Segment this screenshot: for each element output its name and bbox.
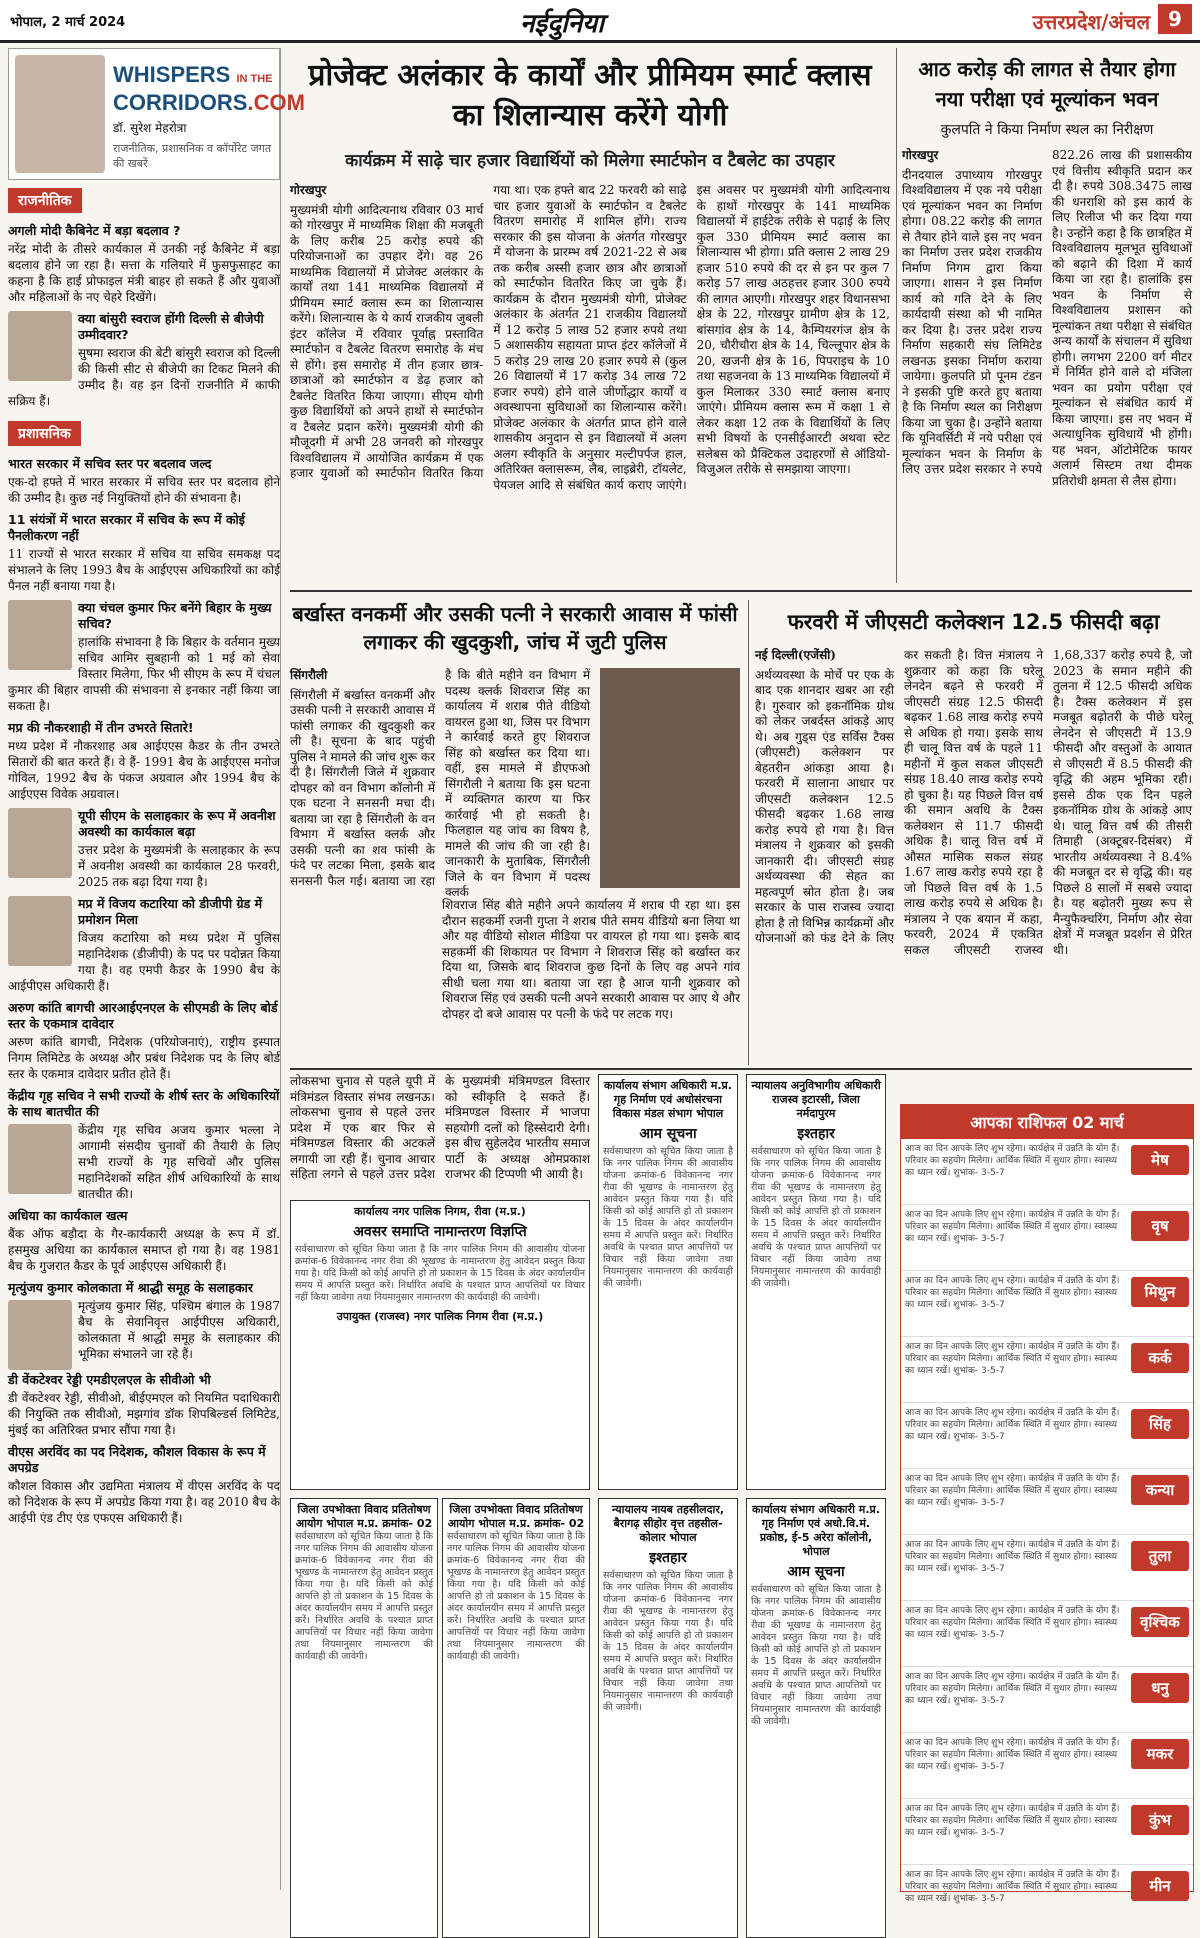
- story2-photo: [600, 668, 740, 888]
- ad-heading: जिला उपभोक्ता विवाद प्रतितोषण आयोग भोपाल म.प्र. क्रमांक- 02: [295, 1503, 433, 1530]
- horoscope-text: आज का दिन आपके लिए शुभ रहेगा। कार्यक्षेत्र में उन्नति के योग हैं। परिवार का सहयोग मिलेगा। आर्थिक स्थिति में सुधार होगा। स्वास्थ्य का ध्यान रखें। शुभांक- 3-5-7: [905, 1276, 1120, 1310]
- whispers-column: [8, 48, 305, 1890]
- horoscope-row: [901, 1205, 1193, 1271]
- zodiac-sign-label: वृष: [1131, 1211, 1189, 1241]
- horoscope-text: आज का दिन आपके लिए शुभ रहेगा। कार्यक्षेत्र में उन्नति के योग हैं। परिवार का सहयोग मिलेगा। आर्थिक स्थिति में सुधार होगा। स्वास्थ्य का ध्यान रखें। शुभांक- 3-5-7: [905, 1672, 1120, 1706]
- lead-text: मुख्यमंत्री योगी आदित्यनाथ रविवार 03 मार्च को गोरखपुर में माध्यमिक शिक्षा की मजबूती के लिए करीब 25 करोड़ रुपये की परियोजनाओं का उपहार देंगे। वह 26 माध्यमिक विद्यालयों में प्रोजेक्ट अलंकार के कार्यों तथा 141 माध्यमिक विद्यालयों में प्रीमियम स्मार्ट क्लास रूम का शिलान्यास करेंगे। शिलान्यास के ये कार्य राजकीय जुबली इंटर कॉलेज में रविवार पूर्वाह्न प्रस्तावित स्मार्टफोन व टैबलेट वितरण समारोह के मंच से होंगे। इस समारोह में तीन हजार छात्र-छात्राओं को स्मार्टफोन व डेढ़ हजार को टैबलेट वितरित किया जाएगा। सीएम योगी कुछ विद्यार्थियों को अपने हाथों से स्मार्टफोन व टैबलेट प्रदान करेंगे। मुख्यमंत्री योगी की मौजूदगी में अभी 28 जनवरी को गोरखपुर विश्वविद्यालय में आयोजित कार्यक्रम में एक हजार युवाओं को स्मार्टफोन वितरित किया गया था। एक हफ्ते बाद 22 फरवरी को साढ़े चार हजार युवाओं के स्मार्टफोन व टैबलेट वितरण समारोह में शामिल होंगे। राज्य सरकार की इस योजना के अंतर्गत गोरखपुर में योजना के प्रारम्भ वर्ष 2021-22 से अब तक करीब अस्सी हजार छात्र और छात्राओं को स्मार्टफोन वितरित किए जा चुके हैं। कार्यक्रम के दौरान मुख्यमंत्री योगी, प्रोजेक्ट अलंकार के अंतर्गत 21 राजकीय विद्यालयों में 12 करोड़ 5 लाख 52 हजार रुपये तथा 5 अशासकीय सहायता प्राप्त इंटर कॉलेजों में 5 करोड़ 29 लाख 20 हजार रुपये से (कुल 26 विद्यालयों में 17 करोड़ 34 लाख 72 हजार रुपये) होने वाले जीर्णोद्धार कार्यों व अवस्थापना सुविधाओं का शिलान्यास करेंगे। प्रोजेक्ट अलंकार के अंतर्गत प्राप्त होने वाले शासकीय अनुदान से इन विद्यालयों में अलग अलग स्वीकृति के अनुसार मल्टीपर्पज हाल, अतिरिक्त क्लासरूम, लैब, लाइब्रेरी, टॉयलेट, पेयजल आदि से संबंधित कार्य कराए जाएंगे। इस अवसर पर मुख्यमंत्री योगी आदित्यनाथ के हाथों गोरखपुर के 141 माध्यमिक विद्यालयों में हाईटेक तरीके से पढ़ाई के लिए कुल 330 प्रीमियम स्मार्ट क्लास का शिलान्यास भी होगा। प्रति क्लास 2 लाख 29 हजार 510 रुपये की दर से इन पर कुल 7 करोड़ 57 लाख अठहत्तर हजार 300 रुपये की लागत आएगी। गोरखपुर शहर विधानसभा क्षेत्र के 22, गोरखपुर ग्रामीण क्षेत्र के 12, बांसगांव क्षेत्र के 14, कैम्पियरगंज क्षेत्र के 20, चौरीचौरा क्षेत्र के 14, चिल्लूपार क्षेत्र के 20, खजनी क्षेत्र के 16, पिपराइच के 10 तथा सहजनवा के 13 माध्यमिक विद्यालयों में कुल मिलाकर 330 स्मार्ट क्लास बनाए जाएंगे। प्रीमियम क्लास रूम में कक्षा 1 से लेकर कक्षा 12 तक के विद्यार्थियों के लिए सभी विषयों के एनसीईआरटी अथवा स्टेट सलेबस को प्रैक्टिकल उदाहरणों से ऑडियो-विजुअल तरीके से समझाया जाएगा।: [290, 183, 890, 492]
- item-text: हालांकि संभावना है कि बिहार के वर्तमान मुख्य सचिव आमिर सुबहानी को 1 मई को सेवा विस्तार मिलेगा, फिर भी सीएम के रूप में चंचल कुमार की बिहार वापसी की संभावना से इनकार नहीं किया जा सकता है।: [8, 635, 280, 713]
- story2-caption: शिवराज सिंह बीते महीने अपने कार्यालय में शराब पी रहा था। इस दौरान सहकर्मी रजनी गुप्ता ने शराब पीते समय वीडियो बना लिया था और यह वीडियो सोशल मीडिया पर वायरल हो गया था। इसके बाद सहकर्मी की शिकायत पर विभाग ने शिवराज सिंह को बर्खास्त कर दिया था, जिसके बाद शिवराज कुछ दिनों के लिए वह अपने गांव सीधी चला गया था। बताया जा रहा है आज यानी शुक्रवार को शिवराज सिंह एवं उसकी पत्नी अपने सरकारी आवास पर आए थे और दोपहर दो बजे आवास पर पत्नी के फंदे पर लटक गए।: [442, 898, 740, 1021]
- ad-text: सर्वसाधारण को सूचित किया जाता है कि नगर पालिक निगम की आवासीय योजना क्रमांक-6 विवेकानन्द नगर रीवा की भूखण्ड के नामान्तरण हेतु आवेदन प्रस्तुत किया गया है। यदि किसी को कोई आपत्ति हो तो प्रकाशन के 15 दिवस के अंदर कार्यालयीन समय में आपत्ति प्रस्तुत करें। निर्धारित अवधि के पश्चात प्राप्त आपत्तियों पर विचार नहीं किया जावेगा तथा नियमानुसार नामान्तरण की कार्यवाही की जावेगी।: [603, 1146, 733, 1289]
- item-text: एक-दो हफ्ते में भारत सरकार में सचिव स्तर पर बदलाव होने की उम्मीद है। कुछ नई नियुक्तियों होने की संभावना है।: [8, 475, 280, 505]
- tehsil-ishtehar-ad: [598, 1498, 738, 1938]
- section-rule: [290, 590, 1192, 592]
- person-photo: [8, 600, 72, 670]
- person-photo: [8, 1300, 72, 1370]
- story2-text: सिंगरौली में बर्खास्त वनकर्मी और उसकी पत्नी ने सरकारी आवास में फांसी लगाकर की खुदकुशी कर ली है। सूचना के बाद पहुंची पुलिस ने मामले की जांच शुरू कर दी है। सिंगरौली जिले में शुक्रवार दोपहर को वन विभाग कॉलोनी में एक घटना ने सनसनी मचा दी। बताया जा रहा है सिंगरौली के वन विभाग में बर्खास्त क्लर्क और उसकी पत्नी का शव फांसी के फंदे पर लटका मिला, इसके बाद सनसनी फैल गई। बताया जा रहा है कि बीते महीने वन विभाग में पदस्थ क्लर्क शिवराज सिंह का कार्यालय में शराब पीते वीडियो वायरल हुआ था, जिस पर विभाग ने कार्रवाई करते हुए शिवराज सिंह को बर्खास्त कर दिया था। वहीं, इस मामले में डीएफओ सिंगरौली ने बताया कि इस घटना में व्यक्तिगत कारण या फिर कार्रवाई भी हो सकती है। फिलहाल यह जांच का विषय है, मामले की जांच की जा रही है। जानकारी के मुताबिक, सिंगरौली जिले के वन विभाग में पदस्थ क्लर्क: [290, 668, 590, 899]
- item-heading: मप्र में विजय कटारिया को डीजीपी ग्रेड में प्रमोशन मिला: [78, 896, 263, 927]
- zodiac-sign-label: मेष: [1131, 1145, 1189, 1175]
- item-text: बैंक ऑफ बड़ौदा के गैर-कार्यकारी अध्यक्ष के रूप में डॉ. हसमुख अधिया का कार्यकाल समाप्त हो गया है। वह 1981 बैच के गुजरात कैडर के पूर्व आईएएस अधिकारी हैं।: [8, 1227, 280, 1273]
- item-heading: मप्र की नौकरशाही में तीन उभरते सितारे!: [8, 720, 194, 735]
- ad-heading: कार्यालय नगर पालिक निगम, रीवा (म.प्र.): [354, 1205, 526, 1218]
- ad-text: सर्वसाधारण को सूचित किया जाता है कि नगर पालिक निगम की आवासीय योजना क्रमांक-6 विवेकानन्द नगर रीवा की भूखण्ड के नामान्तरण हेतु आवेदन प्रस्तुत किया गया है। यदि किसी को कोई आपत्ति हो तो प्रकाशन के 15 दिवस के अंदर कार्यालयीन समय में आपत्ति प्रस्तुत करें। निर्धारित अवधि के पश्चात प्राप्त आपत्तियों पर विचार नहीं किया जावेगा तथा नियमानुसार नामान्तरण की कार्यवाही की जावेगी।: [603, 1570, 733, 1713]
- horoscope-row: [901, 1601, 1193, 1667]
- zodiac-sign-label: वृश्चिक: [1131, 1607, 1189, 1637]
- item-text: कौशल विकास और उद्यमिता मंत्रालय में वीएस अरविंद के पद को निदेशक के रूप में अपग्रेड किया गया है। वह 2010 बैच के आईपी एंड टीए एंड एफएस अधिकारी हैं।: [8, 1479, 280, 1525]
- ad-heading: जिला उपभोक्ता विवाद प्रतितोषण आयोग भोपाल म.प्र. क्रमांक- 02: [447, 1503, 585, 1530]
- ad-text: सर्वसाधारण को सूचित किया जाता है कि नगर पालिक निगम की आवासीय योजना क्रमांक-6 विवेकानन्द नगर रीवा की भूखण्ड के नामान्तरण हेतु आवेदन प्रस्तुत किया गया है। यदि किसी को कोई आपत्ति हो तो प्रकाशन के 15 दिवस के अंदर कार्यालयीन समय में आपत्ति प्रस्तुत करें। निर्धारित अवधि के पश्चात प्राप्त आपत्तियों पर विचार नहीं किया जावेगा तथा नियमानुसार नामान्तरण की कार्यवाही की जावेगी।: [751, 1146, 881, 1289]
- horoscope-text: आज का दिन आपके लिए शुभ रहेगा। कार्यक्षेत्र में उन्नति के योग हैं। परिवार का सहयोग मिलेगा। आर्थिक स्थिति में सुधार होगा। स्वास्थ्य का ध्यान रखें। शुभांक- 3-5-7: [905, 1210, 1120, 1244]
- ad-heading: न्यायालय नायब तहसीलदार, बैरागढ़ सीहोर वृत्त तहसील- कोलार भोपाल: [611, 1503, 725, 1544]
- item-text: मध्य प्रदेश में नौकरशाह अब आईएएस कैडर के तीन उभरते सितारों की बात करते हैं। वे हैं- 1991 बैच के आईएएस मनोज गोविल, 1992 बैच के पंकज अग्रवाल और 1994 बैच के आईएएस विवेक अग्रवाल।: [8, 739, 280, 801]
- column-divider: [748, 600, 749, 1065]
- item-text: उत्तर प्रदेश के मुख्यमंत्री के सलाहकार के रूप में अवनीश अवस्थी का कार्यकाल 28 फरवरी, 2025 तक बढ़ा दिया गया है।: [78, 843, 280, 889]
- aam-suchna-ad-2: [746, 1498, 886, 1938]
- horoscope-text: आज का दिन आपके लिए शुभ रहेगा। कार्यक्षेत्र में उन्नति के योग हैं। परिवार का सहयोग मिलेगा। आर्थिक स्थिति में सुधार होगा। स्वास्थ्य का ध्यान रखें। शुभांक- 3-5-7: [905, 1870, 1120, 1904]
- lead-headline: प्रोजेक्ट अलंकार के कार्यों और प्रीमियम स्मार्ट क्लास का शिलान्यास करेंगे योगी: [308, 58, 872, 133]
- ad-title: इश्तहार: [797, 1126, 835, 1142]
- item-text: मृत्युंजय कुमार सिंह, पश्चिम बंगाल के 1987 बैच के सेवानिवृत्त आईपीएस अधिकारी, कोलकाता में श्राद्धी समूह के सलाहकार की भूमिका संभालने जा रहे हैं।: [78, 1299, 280, 1361]
- story3-headline: फरवरी में जीएसटी कलेक्शन 12.5 फीसदी बढ़ा: [787, 610, 1160, 634]
- horoscope-text: आज का दिन आपके लिए शुभ रहेगा। कार्यक्षेत्र में उन्नति के योग हैं। परिवार का सहयोग मिलेगा। आर्थिक स्थिति में सुधार होगा। स्वास्थ्य का ध्यान रखें। शुभांक- 3-5-7: [905, 1804, 1120, 1838]
- side-headline: आठ करोड़ की लागत से तैयार होगा नया परीक्षा एवं मूल्यांकन भवन: [918, 57, 1176, 111]
- edition-date: भोपाल, 2 मार्च 2024: [10, 15, 126, 30]
- horoscope-text: आज का दिन आपके लिए शुभ रहेगा। कार्यक्षेत्र में उन्नति के योग हैं। परिवार का सहयोग मिलेगा। आर्थिक स्थिति में सुधार होगा। स्वास्थ्य का ध्यान रखें। शुभांक- 3-5-7: [905, 1342, 1120, 1376]
- author-name: डॉ. सुरेश मेहरोत्रा: [113, 121, 187, 135]
- item-heading: यूपी सीएम के सलाहकार के रूप में अवनीश अवस्थी का कार्यकाल बढ़ा: [78, 808, 276, 839]
- horoscope-row: [901, 1799, 1193, 1865]
- person-photo: [8, 1124, 72, 1194]
- ad-title: आम सूचना: [787, 1564, 845, 1580]
- story2-headline: बर्खास्त वनकर्मी और उसकी पत्नी ने सरकारी आवास में फांसी लगाकर की खुदकुशी, जांच में जुटी पुलिस: [292, 602, 738, 654]
- item-heading: अरुण कांति बागची आरआईएनएल के सीएमडी के लिए बोर्ड स्तर के एकमात्र दावेदार: [8, 1000, 278, 1031]
- whispers-tagline: राजनीतिक, प्रशासनिक व कॉर्पोरेट जगत की खबरें: [113, 142, 272, 170]
- whispers-logo: [113, 63, 305, 115]
- horoscope-row: [901, 1733, 1193, 1799]
- item-heading: क्या चंचल कुमार फिर बनेंगे बिहार के मुख्य सचिव?: [78, 600, 272, 631]
- horoscope-row: [901, 1865, 1193, 1930]
- zodiac-sign-label: तुला: [1131, 1541, 1189, 1571]
- zodiac-sign-label: मीन: [1131, 1871, 1189, 1901]
- ad-heading: कार्यालय संभाग अधिकारी म.प्र. गृह निर्माण एवं अधोसंरचना विकास मंडल संभाग भोपाल: [604, 1079, 732, 1120]
- horoscope-row: [901, 1337, 1193, 1403]
- lead-subheadline: कार्यक्रम में साढ़े चार हजार विद्यार्थियों को मिलेगा स्मार्टफोन व टैबलेट का उपहार: [345, 151, 835, 171]
- item-text: डी वेंकटेश्वर रेड्डी, सीवीओ, बीईएमएल को नियमित पदाधिकारी की नियुक्ति तक सीवीओ, मझगांव डॉक शिपबिल्डर्स लिमिटेड, मुंबई का अतिरिक्त प्रभार सौंपा गया है।: [8, 1391, 280, 1437]
- ad-title: इश्तहार: [649, 1550, 687, 1566]
- ad-title: अवसर समाप्ति नामान्तरण विज्ञप्ति: [353, 1224, 527, 1240]
- aam-suchna-ad: [598, 1074, 738, 1490]
- logo-whispers: WHISPERS: [113, 62, 231, 87]
- ad-heading: कार्यालय संभाग अधिकारी म.प्र. गृह निर्माण एवं अधो.वि.मं. प्रकोष्ठ, ई-5 अरेरा कॉलोनी, भोपाल: [752, 1503, 880, 1558]
- item-heading: भारत सरकार में सचिव स्तर पर बदलाव जल्द: [8, 456, 212, 471]
- consumer-forum-ad-2: [442, 1498, 590, 1938]
- column-divider: [896, 48, 897, 583]
- ad-signature: उपायुक्त (राजस्व) नगर पालिक निगम रीवा (म.प्र.): [336, 1310, 544, 1323]
- side-text: दीनदयाल उपाध्याय गोरखपुर विश्वविद्यालय में एक नये परीक्षा एवं मूल्यांकन भवन का निर्माण होगा। 08.22 करोड़ की लागत से तैयार होने वाले इस नए भवन का निर्माण उत्तर प्रदेश राजकीय निर्माण निगम द्वारा किया जाएगा। शासन ने इस निर्माण कार्य को गति देने के लिए कार्यदायी संस्था को भी नामित कर दिया है। उत्तर प्रदेश राज्य निर्माण सहकारी संघ लिमिटेड लखनऊ इसका निर्माण कराया जायेगा। कुलपति प्रो पूनम टंडन ने इसकी पुष्टि करते हुए बताया है कि निर्माण स्थल का निरीक्षण किया जा चुका है। उन्होंने बताया कि यूनिवर्सिटी में नये परीक्षा एवं मूल्यांकन भवन के निर्माण के लिए उत्तर प्रदेश सरकार ने रुपये 822.26 लाख की प्रशासकीय एवं वित्तीय स्वीकृति प्रदान कर दी है। रुपये 308.3475 लाख की धनराशि को इस कार्य के लिए रिलीज भी कर दिया गया है। उन्होंने कहा है कि छात्रहित में विश्वविद्यालय मूलभूत सुविधाओं को बढ़ाने की दिशा में कार्य किया जा रहा है। हालांकि इस भवन के निर्माण से विश्वविद्यालय प्रशासन को मूल्यांकन तथा परीक्षा से संबंधित अन्य कार्यों के संचालन में सुविधा होगी। लगभग 2200 वर्ग मीटर में निर्मित होने वाले दो मंजिला भवन का प्रयोग परीक्षा एवं मूल्यांकन से संबंधित कार्य में किया जाएगा। इस नए भवन में अत्याधुनिक सुविधायें भी होंगी। यह भवन, ऑटोमेटिक फायर अलार्म सिस्टम तथा दीमक प्रतिरोधी क्षमता से लैस होगा।: [902, 148, 1192, 488]
- logo-corridors: CORRIDORS: [113, 90, 248, 115]
- side-body: [902, 148, 1192, 583]
- horoscope-row: [901, 1139, 1193, 1205]
- horoscope-row: [901, 1469, 1193, 1535]
- whispers-banner: [8, 48, 305, 180]
- story4-body: लोकसभा चुनाव से पहले यूपी में मंत्रिमंडल विस्तार संभव लखनऊ। लोकसभा चुनाव से पहले उत्तर प्रदेश में एक बार फिर से मंत्रिमण्डल विस्तार की अटकलें लगायी जा रही हैं। चुनाव आचार संहिता लगने से पहले उत्तर प्रदेश के मुख्यमंत्री मंत्रिमण्डल विस्तार को स्वीकृति दे सकते हैं। मंत्रिमण्डल विस्तार में भाजपा सहयोगी दलों को हिस्सेदारी देगी। इस बीच सुहेलदेव भारतीय समाज पार्टी के अध्यक्ष ओमप्रकाश राजभर की टिप्पणी भी आयी है।: [290, 1074, 590, 1181]
- section-name: उत्तरप्रदेश/अंचल: [1032, 10, 1150, 34]
- zodiac-sign-label: मिथुन: [1131, 1277, 1189, 1307]
- side-dateline: गोरखपुर: [902, 148, 939, 162]
- item-heading: अगली मोदी कैबिनेट में बड़ा बदलाव ?: [8, 223, 181, 238]
- horoscope-row: [901, 1271, 1193, 1337]
- zodiac-sign-label: कुंभ: [1131, 1805, 1189, 1835]
- ad-text: सर्वसाधारण को सूचित किया जाता है कि नगर पालिक निगम की आवासीय योजना क्रमांक-6 विवेकानन्द नगर रीवा की भूखण्ड के नामान्तरण हेतु आवेदन प्रस्तुत किया गया है। यदि किसी को कोई आपत्ति हो तो प्रकाशन के 15 दिवस के अंदर कार्यालयीन समय में आपत्ति प्रस्तुत करें। निर्धारित अवधि के पश्चात प्राप्त आपत्तियों पर विचार नहीं किया जावेगा तथा नियमानुसार नामान्तरण की कार्यवाही की जावेगी।: [447, 1531, 585, 1662]
- zodiac-sign-label: मकर: [1131, 1739, 1189, 1769]
- item-text: नरेंद्र मोदी के तीसरे कार्यकाल में उनकी नई कैबिनेट में बड़ा बदलाव होने जा रहा है। सत्ता के गलियारे में फुसफुसाहट का कहना है कि हाई प्रोफाइल मंत्री बाहर हो सकते हैं और युवाओं और महिलाओं के नए चेहरे दिखेंगे।: [8, 242, 280, 304]
- rewa-notice-ad: [290, 1200, 590, 1490]
- horoscope-panel: [900, 1104, 1194, 1904]
- item-heading: क्या बांसुरी स्वराज होंगी दिल्ली से बीजेपी उम्मीदवार?: [78, 311, 264, 342]
- item-text: 11 राज्यों से भारत सरकार में सचिव या सचिव समकक्ष पद संभालने के लिए 1993 बैच के आईएएस अधिकारियों का कोई पैनल नहीं बनाया गया है।: [8, 547, 280, 593]
- story2-dateline: सिंगरौली: [290, 668, 328, 682]
- logo-in-the: IN THE: [236, 73, 273, 85]
- person-photo: [8, 896, 72, 966]
- story3-dateline: नई दिल्ली(एजेंसी): [755, 648, 836, 662]
- horoscope-text: आज का दिन आपके लिए शुभ रहेगा। कार्यक्षेत्र में उन्नति के योग हैं। परिवार का सहयोग मिलेगा। आर्थिक स्थिति में सुधार होगा। स्वास्थ्य का ध्यान रखें। शुभांक- 3-5-7: [905, 1408, 1120, 1442]
- item-heading: 11 संयंत्रों में भारत सरकार में सचिव के रूप में कोई पैनलीकरण नहीं: [8, 512, 245, 543]
- label-political: राजनीतिक: [8, 188, 82, 213]
- label-administrative: प्रशासनिक: [8, 421, 81, 446]
- horoscope-row: [901, 1535, 1193, 1601]
- item-heading: डी वेंकटेश्वर रेड्डी एमडीएलएल के सीवीओ भी: [8, 1372, 211, 1387]
- horoscope-text: आज का दिन आपके लिए शुभ रहेगा। कार्यक्षेत्र में उन्नति के योग हैं। परिवार का सहयोग मिलेगा। आर्थिक स्थिति में सुधार होगा। स्वास्थ्य का ध्यान रखें। शुभांक- 3-5-7: [905, 1540, 1120, 1574]
- lead-dateline: गोरखपुर: [290, 183, 327, 197]
- item-heading: वीएस अरविंद का पद निदेशक, कौशल विकास के रूप में अपग्रेड: [8, 1444, 266, 1475]
- newspaper-brand: नईदुनिया: [520, 9, 604, 39]
- side-subheadline: कुलपति ने किया निर्माण स्थल का निरीक्षण: [940, 122, 1154, 138]
- item-text: केंद्रीय गृह सचिव अजय कुमार भल्ला ने आगामी संसदीय चुनावों की तैयारी के लिए सभी राज्यों के गृह सचिवों और पुलिस महानिदेशकों सहित शीर्ष अधिकारियों के साथ बातचीत की।: [78, 1123, 280, 1201]
- zodiac-sign-label: धनु: [1131, 1673, 1189, 1703]
- horoscope-text: आज का दिन आपके लिए शुभ रहेगा। कार्यक्षेत्र में उन्नति के योग हैं। परिवार का सहयोग मिलेगा। आर्थिक स्थिति में सुधार होगा। स्वास्थ्य का ध्यान रखें। शुभांक- 3-5-7: [905, 1738, 1120, 1772]
- author-photo: [15, 55, 105, 173]
- ad-text: सर्वसाधारण को सूचित किया जाता है कि नगर पालिक निगम की आवासीय योजना क्रमांक-6 विवेकानन्द नगर रीवा की भूखण्ड के नामान्तरण हेतु आवेदन प्रस्तुत किया गया है। यदि किसी को कोई आपत्ति हो तो प्रकाशन के 15 दिवस के अंदर कार्यालयीन समय में आपत्ति प्रस्तुत करें। निर्धारित अवधि के पश्चात प्राप्त आपत्तियों पर विचार नहीं किया जावेगा तथा नियमानुसार नामान्तरण की कार्यवाही की जावेगी।: [751, 1584, 881, 1727]
- itarsi-ishtehar-ad: [746, 1074, 886, 1490]
- horoscope-row: [901, 1403, 1193, 1469]
- story3-body: [755, 648, 1192, 1063]
- ad-title: आम सूचना: [639, 1126, 697, 1142]
- zodiac-sign-label: सिंह: [1131, 1409, 1189, 1439]
- ad-heading: न्यायालय अनुविभागीय अधिकारी राजस्व इटारसी, जिला नर्मदापुरम: [751, 1079, 881, 1120]
- page-number: 9: [1158, 4, 1192, 34]
- person-photo: [8, 311, 72, 381]
- page-header: [0, 0, 1200, 43]
- item-text: विजय कटारिया को मध्य प्रदेश में पुलिस महानिदेशक (डीजीपी) के पद पर पदोन्नत किया गया है। वह एमपी कैडर के 1990 बैच के आईपीएस अधिकारी हैं।: [8, 931, 280, 993]
- ad-text: सर्वसाधारण को सूचित किया जाता है कि नगर पालिक निगम की आवासीय योजना क्रमांक-6 विवेकानन्द नगर रीवा की भूखण्ड के नामान्तरण हेतु आवेदन प्रस्तुत किया गया है। यदि किसी को कोई आपत्ति हो तो प्रकाशन के 15 दिवस के अंदर कार्यालयीन समय में आपत्ति प्रस्तुत करें। निर्धारित अवधि के पश्चात प्राप्त आपत्तियों पर विचार नहीं किया जावेगा तथा नियमानुसार नामान्तरण की कार्यवाही की जावेगी।: [295, 1244, 585, 1303]
- zodiac-sign-label: कर्क: [1131, 1343, 1189, 1373]
- item-heading: केंद्रीय गृह सचिव ने सभी राज्यों के शीर्ष स्तर के अधिकारियों के साथ बातचीत की: [8, 1088, 280, 1119]
- item-text: सुषमा स्वराज की बेटी बांसुरी स्वराज को दिल्ली की किसी सीट से बीजेपी का टिकट मिलने की उम्मीद है। वह इन दिनों राजनीति में काफी सक्रिय हैं।: [8, 346, 280, 408]
- item-heading: मृत्युंजय कुमार कोलकाता में श्राद्धी समूह के सलाहकार: [8, 1280, 253, 1295]
- zodiac-sign-label: कन्या: [1131, 1475, 1189, 1505]
- story3-text: अर्थव्यवस्था के मोर्चे पर एक के बाद एक शानदार खबर आ रही है। गुरुवार को इकनॉमिक ग्रोथ को लेकर जबर्दस्त आंकड़े आए थे। अब गुड्स एंड सर्विस टैक्स (जीएसटी) कलेक्शन पर बेहतरीन आंकड़ा आया है। फरवरी में सालाना आधार पर जीएसटी कलेक्शन 12.5 फीसदी बढ़कर 1.68 लाख करोड़ रुपये हो गया है। वित्त मंत्रालय ने शुक्रवार को इसकी जानकारी दी। जीएसटी संग्रह अर्थव्यवस्था की सेहत का महत्वपूर्ण स्रोत होता है। जब सरकार के पास राजस्व ज्यादा होता है तो विभिन्न कार्यक्रमों और योजनाओं को फंड देने के लिए कर सकती है। वित्त मंत्रालय ने शुक्रवार को कहा कि घरेलू लेनदेन बढ़ने से फरवरी में जीएसटी संग्रह 12.5 फीसदी बढ़कर 1.68 लाख करोड़ रुपये से अधिक हो गया। इसके साथ ही चालू वित्त वर्ष के पहले 11 महीनों में कुल सकल जीएसटी संग्रह 18.40 लाख करोड़ रुपये हो चुका है। यह पिछले वित्त वर्ष की समान अवधि के टैक्स कलेक्शन से 11.7 फीसदी अधिक है। चालू वित्त वर्ष में औसत मासिक सकल संग्रह 1.67 लाख करोड़ रुपये रहा है जो पिछले वित्त वर्ष के 1.5 लाख करोड़ रुपये से अधिक है। मंत्रालय ने एक बयान में कहा, फरवरी, 2024 में एकत्रित सकल जीएसटी राजस्व 1,68,337 करोड़ रुपये है, जो 2023 के समान महीने की तुलना में 12.5 फीसदी अधिक है। टैक्स कलेक्शन में इस मजबूत बढ़ोतरी के पीछे घरेलू लेनदेन से जीएसटी में 13.9 फीसदी और वस्तुओं के आयात से जीएसटी में 8.5 फीसदी की वृद्धि की अहम भूमिका रही। इससे ठीक एक दिन पहले इकनॉमिक ग्रोथ के आंकड़े आए थे। चालू वित्त वर्ष की तीसरी तिमाही (अक्टूबर-दिसंबर) में भारतीय अर्थव्यवस्था ने 8.4% की मजबूत दर से वृद्धि की। यह पिछले 8 सालों में सबसे ज्यादा है। यह बढ़ोतरी मुख्य रूप से मैन्युफैक्चरिंग, निर्माण और सेवा क्षेत्रों में मजबूत प्रदर्शन से प्रेरित थी।: [755, 648, 1192, 957]
- item-heading: अधिया का कार्यकाल खत्म: [8, 1208, 128, 1223]
- horoscope-text: आज का दिन आपके लिए शुभ रहेगा। कार्यक्षेत्र में उन्नति के योग हैं। परिवार का सहयोग मिलेगा। आर्थिक स्थिति में सुधार होगा। स्वास्थ्य का ध्यान रखें। शुभांक- 3-5-7: [905, 1606, 1120, 1640]
- horoscope-title: आपका राशिफल 02 मार्च: [901, 1105, 1193, 1139]
- section-rule: [290, 1068, 1192, 1070]
- horoscope-text: आज का दिन आपके लिए शुभ रहेगा। कार्यक्षेत्र में उन्नति के योग हैं। परिवार का सहयोग मिलेगा। आर्थिक स्थिति में सुधार होगा। स्वास्थ्य का ध्यान रखें। शुभांक- 3-5-7: [905, 1144, 1120, 1178]
- horoscope-row: [901, 1667, 1193, 1733]
- item-text: अरुण कांति बागची, निदेशक (परियोजनाएं), राष्ट्रीय इस्पात निगम लिमिटेड के अध्यक्ष और प्रबंध निदेशक पद के लिए बोर्ड स्तर के एकमात्र दावेदार प्रतीत होते हैं।: [8, 1035, 280, 1081]
- logo-com: .COM: [247, 90, 305, 115]
- person-photo: [8, 808, 72, 878]
- horoscope-text: आज का दिन आपके लिए शुभ रहेगा। कार्यक्षेत्र में उन्नति के योग हैं। परिवार का सहयोग मिलेगा। आर्थिक स्थिति में सुधार होगा। स्वास्थ्य का ध्यान रखें। शुभांक- 3-5-7: [905, 1474, 1120, 1508]
- ad-text: सर्वसाधारण को सूचित किया जाता है कि नगर पालिक निगम की आवासीय योजना क्रमांक-6 विवेकानन्द नगर रीवा की भूखण्ड के नामान्तरण हेतु आवेदन प्रस्तुत किया गया है। यदि किसी को कोई आपत्ति हो तो प्रकाशन के 15 दिवस के अंदर कार्यालयीन समय में आपत्ति प्रस्तुत करें। निर्धारित अवधि के पश्चात प्राप्त आपत्तियों पर विचार नहीं किया जावेगा तथा नियमानुसार नामान्तरण की कार्यवाही की जावेगी।: [295, 1531, 433, 1662]
- lead-body: [290, 183, 890, 583]
- consumer-forum-ad-1: [290, 1498, 438, 1938]
